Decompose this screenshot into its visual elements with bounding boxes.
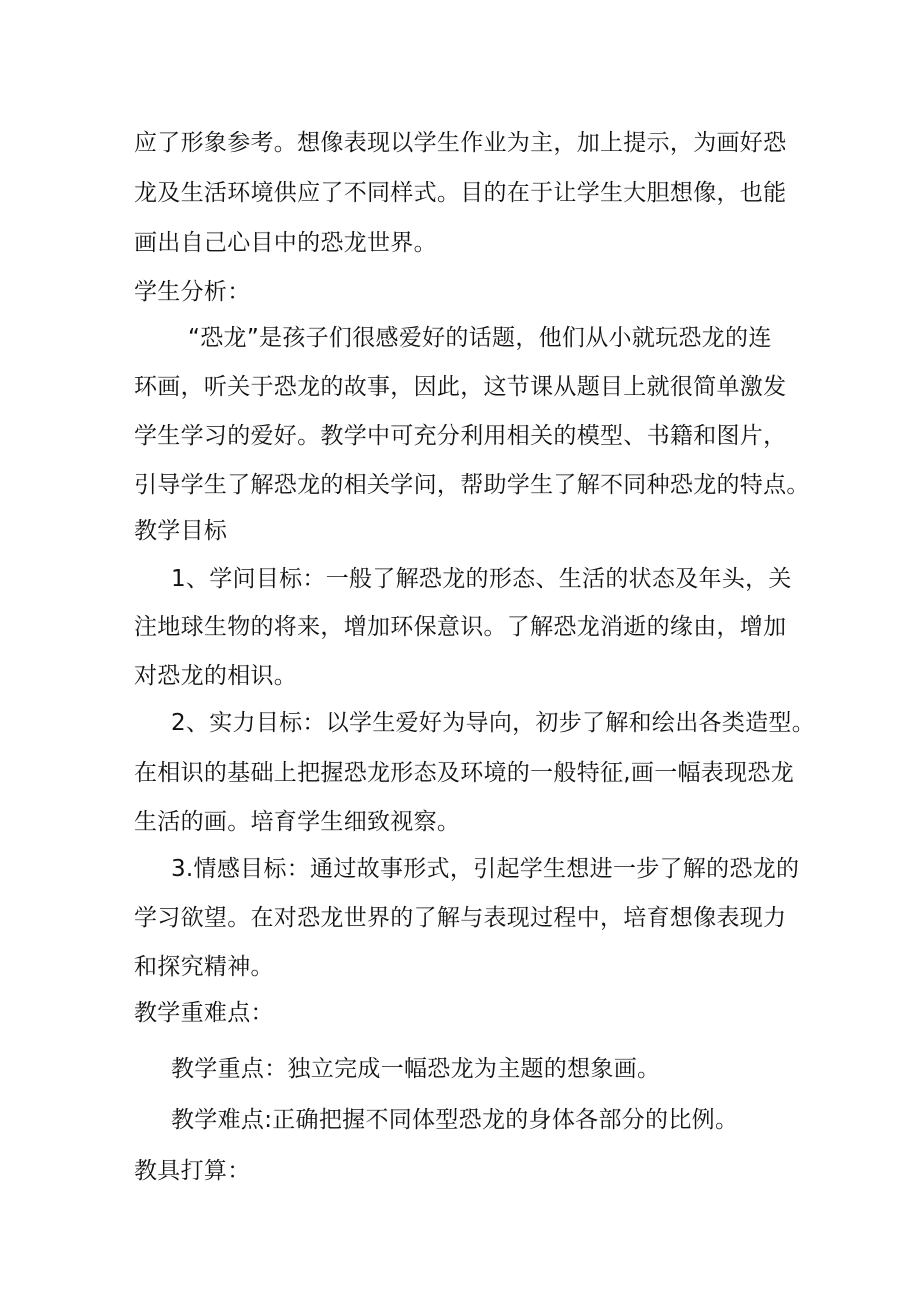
- student-analysis-line-1: “恐龙”是孩子们很感爱好的话题，他们从小就玩恐龙的连: [188, 325, 772, 351]
- student-analysis-heading: 学生分析：: [134, 279, 251, 305]
- emotion-objective-line-1: 3.情感目标：通过故事形式，引起学生想进一步了解的恐龙的: [171, 856, 800, 882]
- knowledge-objective-line-1: 1、学问目标：一般了解恐龙的形态、生活的状态及年头，关: [171, 566, 792, 592]
- materials-heading: 教具打算：: [134, 1158, 251, 1184]
- key-points-heading: 教学重难点：: [134, 1000, 274, 1026]
- ability-objective-line-1: 2、实力目标：以学生爱好为导向，初步了解和绘出各类造型。: [171, 710, 816, 736]
- emotion-objective-line-3: 和探究精神。: [134, 954, 274, 980]
- teaching-difficulty: 教学难点:正确把握不同体型恐龙的身体各部分的比例。: [171, 1107, 739, 1133]
- ability-objective-line-2: 在相识的基础上把握恐龙形态及环境的一般特征,画一幅表现恐龙: [134, 760, 795, 786]
- student-analysis-line-3: 学生学习的爱好。教学中可充分利用相关的模型、书籍和图片，: [134, 423, 787, 449]
- student-analysis-line-2: 环画，听关于恐龙的故事，因此，这节课从题目上就很简单激发: [134, 374, 787, 400]
- intro-line-2: 龙及生活环境供应了不同样式。目的在于让学生大胆想像，也能: [134, 180, 787, 206]
- knowledge-objective-line-3: 对恐龙的相识。: [134, 663, 298, 689]
- objectives-heading: 教学目标: [134, 518, 228, 544]
- teaching-focus: 教学重点：独立完成一幅恐龙为主题的想象画。: [171, 1056, 661, 1082]
- knowledge-objective-line-2: 注地球生物的将来，增加环保意识。了解恐龙消逝的缘由，增加: [134, 614, 787, 640]
- student-analysis-line-4: 引导学生了解恐龙的相关学问，帮助学生了解不同种恐龙的特点。: [134, 472, 810, 498]
- intro-line-3: 画出自己心目中的恐龙世界。: [134, 230, 437, 256]
- emotion-objective-line-2: 学习欲望。在对恐龙世界的了解与表现过程中，培育想像表现力: [134, 905, 787, 931]
- intro-line-1: 应了形象参考。想像表现以学生作业为主，加上提示，为画好恐: [134, 130, 787, 156]
- ability-objective-line-3: 生活的画。培育学生细致视察。: [134, 809, 461, 835]
